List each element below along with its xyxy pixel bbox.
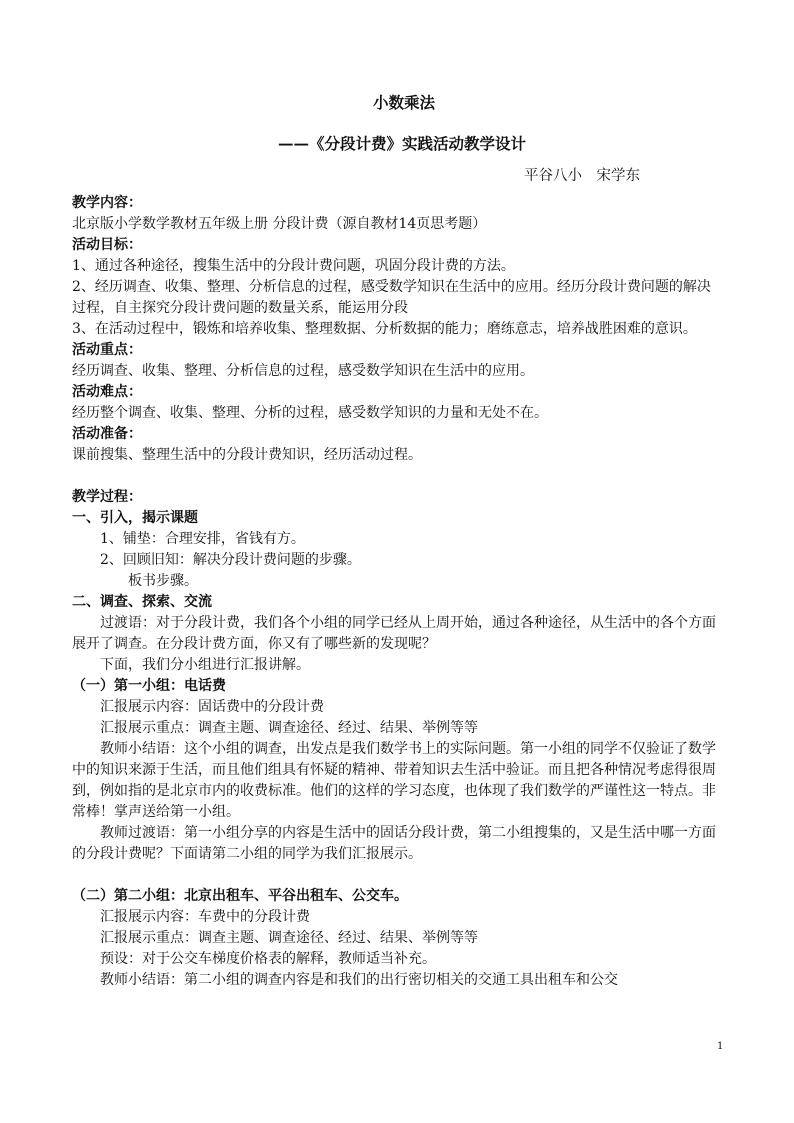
part2-heading: 二、调查、探索、交流: [72, 594, 212, 610]
key-text: 经历调查、收集、整理、分析信息的过程，感受数学知识在生活中的应用。: [72, 363, 534, 379]
goal-item: 1、通过各种途径，搜集生活中的分段计费问题，巩固分段计费的方法。: [72, 258, 515, 274]
part1-item: 2、回顾旧知：解决分段计费问题的步骤。: [100, 552, 361, 568]
group1-transition: 教师过渡语：第一小组分享的内容是生活中的固话分段计费，第二小组搜集的，又是生活中哪一方面的分段计费呢？下面请第二小组的同学为我们汇报展示。: [72, 825, 716, 862]
group1-focus: 汇报展示重点：调查主题、调查途径、经过、结果、举例等等: [100, 720, 478, 736]
document-title: 小数乘法: [372, 93, 435, 112]
next-text: 下面，我们分小组进行汇报讲解。: [100, 657, 310, 673]
process-heading: 教学过程：: [72, 489, 142, 505]
transition-text: 过渡语：对于分段计费，我们各个小组的同学已经从上周开始，通过各种途径，从生活中的各个方面展开了调查。在分段计费方面，你又有了哪些新的发现呢？: [72, 615, 716, 652]
group1-heading: （一）第一小组：电话费: [72, 678, 226, 694]
group2-focus: 汇报展示重点：调查主题、调查途径、经过、结果、举例等等: [100, 930, 478, 946]
goal-item: 2、经历调查、收集、整理、分析信息的过程，感受数学知识在生活中的应用。经历分段计费问题的解决过程，自主探究分段计费问题的数量关系，能运用分段: [72, 279, 711, 316]
group2-preset: 预设：对于公交车梯度价格表的解释，教师适当补充。: [100, 951, 436, 967]
page-number: 1: [717, 1041, 724, 1052]
goals-heading: 活动目标：: [72, 237, 142, 253]
group2-summary: 教师小结语：第二小组的调查内容是和我们的出行密切相关的交通工具出租车和公交: [100, 972, 618, 988]
content-heading: 教学内容：: [72, 195, 142, 211]
document-subtitle: ——《分段计费》实践活动教学设计: [277, 134, 526, 153]
difficult-heading: 活动难点：: [72, 384, 142, 400]
difficult-text: 经历整个调查、收集、整理、分析的过程，感受数学知识的力量和无处不在。: [72, 405, 548, 421]
document-page: [72, 92, 722, 991]
prep-text: 课前搜集、整理生活中的分段计费知识，经历活动过程。: [72, 447, 422, 463]
part1-item: 板书步骤。: [128, 573, 198, 589]
content-text: 北京版小学数学教材五年级上册 分段计费（源自教材14页思考题）: [72, 216, 487, 232]
part1-item: 1、铺垫：合理安排，省钱有方。: [100, 531, 305, 547]
group2-content: 汇报展示内容：车费中的分段计费: [100, 909, 310, 925]
key-heading: 活动重点：: [72, 342, 142, 358]
group1-summary: 教师小结语：这个小组的调查，出发点是我们数学书上的实际问题。第一小组的同学不仅验证了数学中的知识来源于生活，而且他们组具有怀疑的精神、带着知识去生活中验证。而且把各种情况考虑得很周到，例如指的是北京市内的收费标准。他们的这样的学习态度，也体现了我们数学的严谨性这一特点。非常棒！掌声送给第一小组。: [72, 741, 716, 820]
author-line: 平谷八小 宋学东: [524, 168, 640, 184]
group1-content: 汇报展示内容：固话费中的分段计费: [100, 699, 324, 715]
prep-heading: 活动准备：: [72, 426, 142, 442]
goal-item: 3、在活动过程中，锻炼和培养收集、整理数据、分析数据的能力；磨练意志，培养战胜困难的意识。: [72, 321, 697, 337]
part1-heading: 一、引入，揭示课题: [72, 510, 198, 526]
group2-heading: （二）第二小组：北京出租车、平谷出租车、公交车。: [72, 888, 408, 904]
